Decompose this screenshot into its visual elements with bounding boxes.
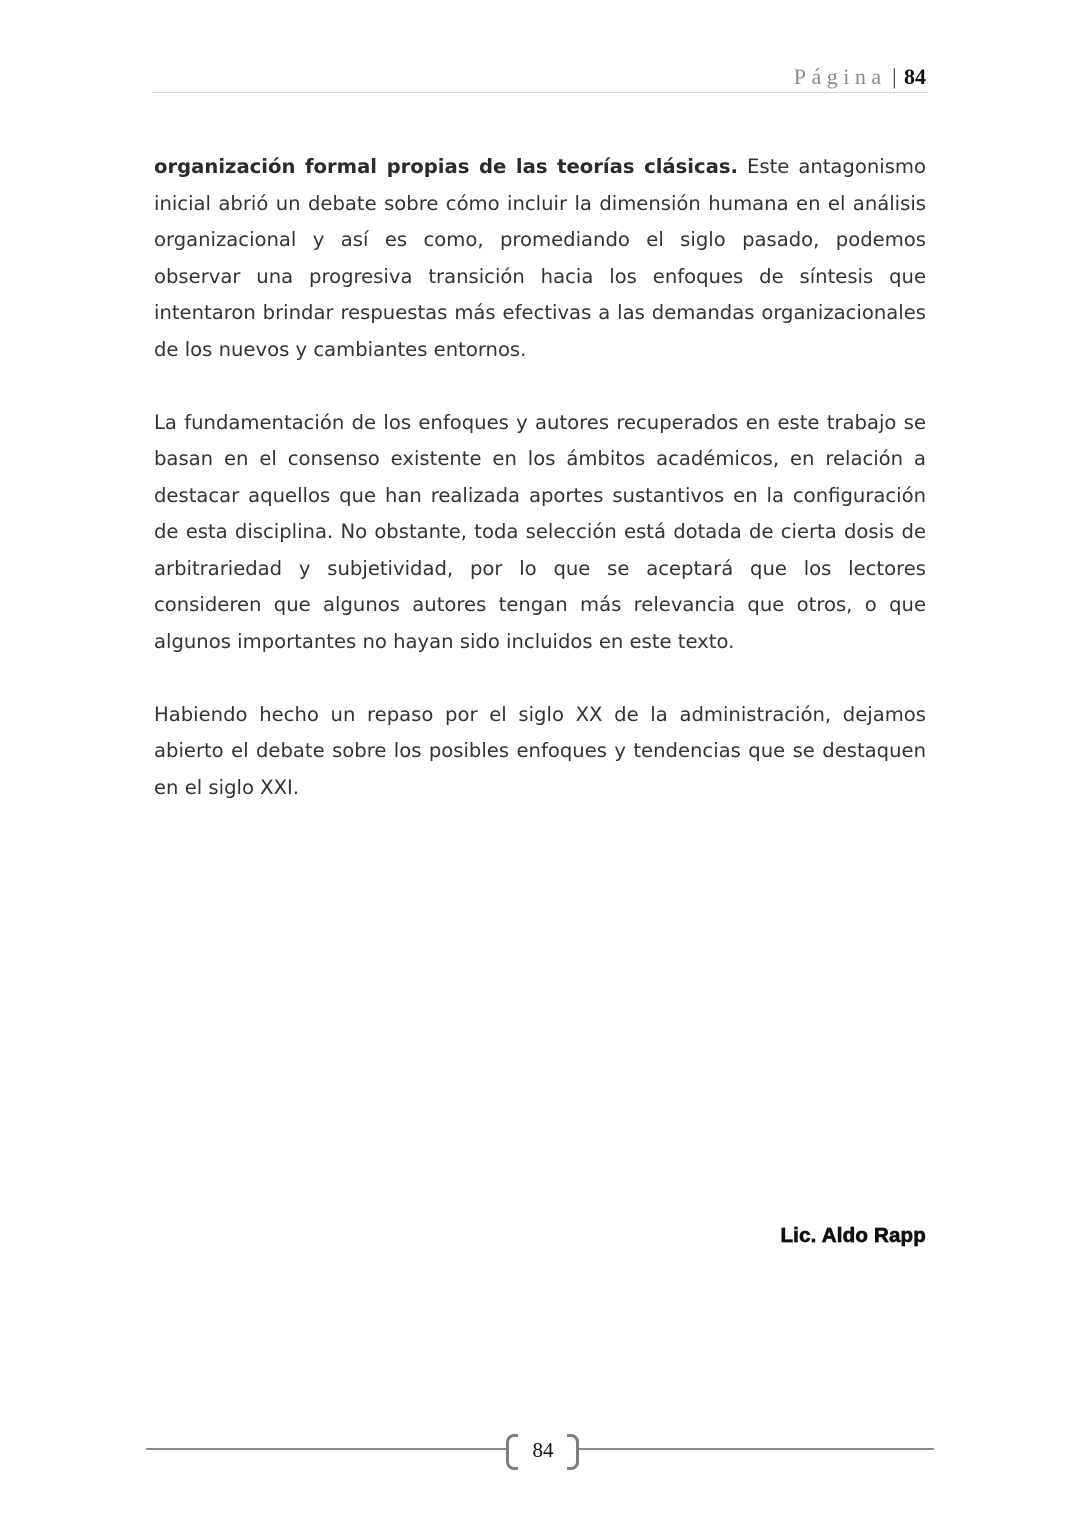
footer-page-number: 84: [532, 1438, 554, 1462]
paragraph-1: [154, 149, 926, 368]
page-label: Página: [793, 64, 887, 89]
footer-bracket-right-icon: [567, 1434, 579, 1470]
paragraph-3-text: Habiendo hecho un repaso por el siglo XX de la administración, dejamos abierto el debate sobre los posibles enfoques y tendencias que se destaquen en el siglo XXI.: [154, 702, 926, 799]
paragraph-2-text: La fundamentación de los enfoques y autores recuperados en este trabajo se basan en el consenso existente en los ámbitos académicos, en relación a destacar aquellos que han realizada aportes sustantivos en la configuración de esta disciplina. No obstante, toda selección está dotada de cierta dosis de arbitrariedad y subjetividad, por lo que se aceptará que los lectores consideren que algunos autores tengan más relevancia que otros, o que algunos importantes no hayan sido incluidos en este texto.: [154, 410, 926, 653]
footer-rule-left: [146, 1448, 506, 1450]
page-footer: [146, 1428, 934, 1474]
footer-bracket-left-icon: [506, 1434, 518, 1470]
header-separator: |: [892, 64, 897, 89]
header-page-number: 84: [904, 64, 926, 89]
footer-rule-right: [579, 1448, 934, 1450]
paragraph-3: [154, 697, 926, 807]
paragraph-2: [154, 405, 926, 661]
document-body: [154, 149, 926, 843]
page-header: [152, 62, 928, 93]
paragraph-1-text: Este antagonismo inicial abrió un debate sobre cómo incluir la dimensión humana en el análisis organizacional y así es como, promediando el siglo pasado, podemos observar una progresiva transición hacia los enfoques de síntesis que intentaron brindar respuestas más efectivas a las demandas organizacionales de los nuevos y cambiantes entornos.: [154, 155, 926, 361]
page-header-label-group: [794, 64, 926, 90]
author-signature: Lic. Aldo Rapp: [780, 1224, 926, 1247]
paragraph-1-bold-lead: organización formal propias de las teorías clásicas.: [154, 155, 738, 178]
